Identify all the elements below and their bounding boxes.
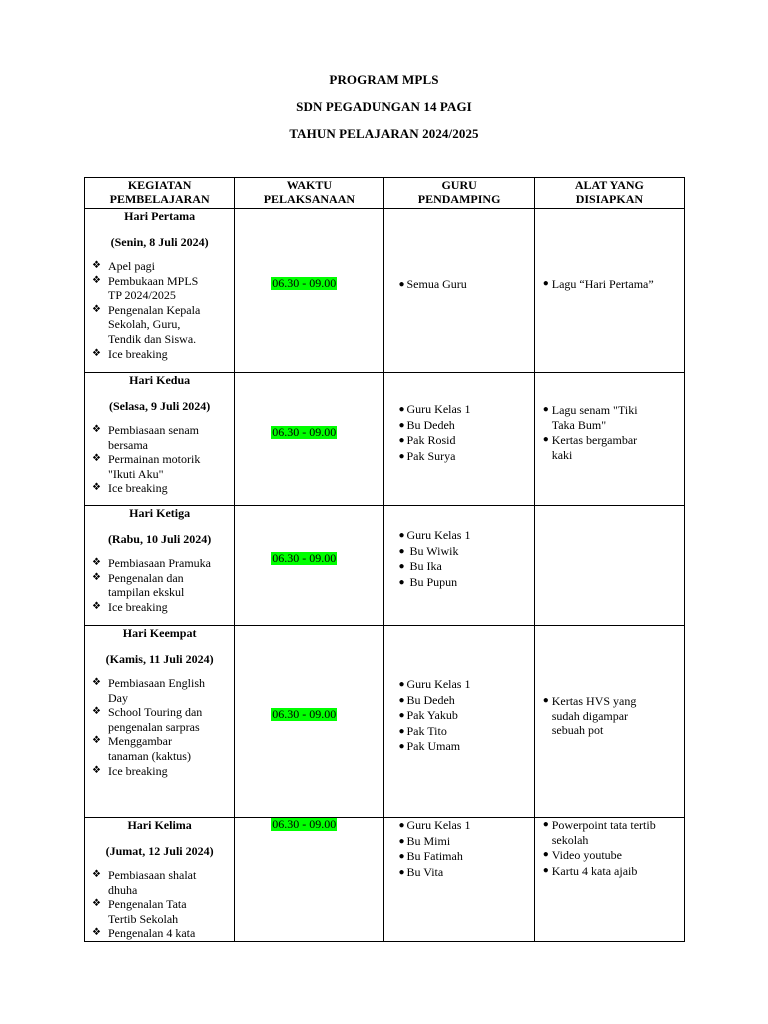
diamond-bullet-icon: ❖ xyxy=(92,482,101,494)
doc-title: PROGRAM MPLS xyxy=(329,72,439,87)
day-date: (Jumat, 12 Juli 2024) xyxy=(105,844,214,858)
day-date: (Selasa, 9 Juli 2024) xyxy=(108,399,211,413)
time-highlight: 06.30 - 09.00 xyxy=(272,707,337,721)
dot-bullet-icon: ● xyxy=(398,679,405,690)
list-item: ❖ Apel pagi xyxy=(92,259,155,273)
teacher-list xyxy=(384,277,466,293)
dot-bullet-icon: ● xyxy=(398,710,405,722)
diamond-bullet-icon: ❖ xyxy=(92,274,101,286)
diamond-bullet-icon: ❖ xyxy=(92,869,101,880)
day-title: Hari Kedua xyxy=(129,373,191,387)
list-item: ❖ Pengenalan 4 kata xyxy=(92,926,196,941)
activity-cell xyxy=(85,818,235,942)
list-item: ❖ Pembiasaan Pramuka xyxy=(92,556,211,570)
dot-bullet-icon: ● xyxy=(398,404,405,415)
day-title: Hari Pertama xyxy=(124,209,196,223)
list-item: ❖ Pembiasaan shalat xyxy=(92,868,197,882)
table-row xyxy=(85,209,685,373)
academic-year: TAHUN PELAJARAN 2024/2025 xyxy=(289,126,479,141)
diamond-bullet-icon: ❖ xyxy=(92,600,101,612)
teacher-list xyxy=(384,402,470,464)
dot-bullet-icon: ● xyxy=(542,278,549,289)
dot-bullet-icon: ● xyxy=(398,419,405,431)
schedule-table xyxy=(84,177,685,942)
dot-bullet-icon: ● xyxy=(398,694,405,706)
activity-list xyxy=(85,556,234,614)
day-title: Hari Ketiga xyxy=(129,506,191,520)
tools-list xyxy=(535,818,656,879)
list-item: pengenalan sarpras xyxy=(108,719,200,734)
dot-bullet-icon: ● xyxy=(398,561,405,573)
time-cell xyxy=(235,373,384,506)
diamond-bullet-icon: ❖ xyxy=(92,706,101,718)
diamond-bullet-icon: ❖ xyxy=(92,453,101,465)
diamond-bullet-icon: ❖ xyxy=(92,424,101,435)
list-item: ● Bu Pupun xyxy=(398,574,458,589)
table-row xyxy=(85,818,685,942)
tools-cell xyxy=(534,506,684,626)
day-title: Hari Keempat xyxy=(122,626,197,640)
activity-list xyxy=(85,868,234,941)
list-item: ● Guru Kelas 1 xyxy=(398,528,471,542)
header-kegiatan: KEGIATAN PEMBELAJARAN xyxy=(85,178,235,209)
activity-list xyxy=(85,676,234,778)
list-item: ● Guru Kelas 1 xyxy=(398,818,471,832)
day-date: (Rabu, 10 Juli 2024) xyxy=(107,532,212,546)
diamond-bullet-icon: ❖ xyxy=(92,764,101,776)
list-item: tanaman (kaktus) xyxy=(108,748,191,763)
list-item: ● Lagu senam "Tiki Taka Bum" xyxy=(542,403,638,432)
list-item: ● Bu Wiwik xyxy=(398,543,459,558)
activity-cell xyxy=(85,373,235,506)
list-item: Sekolah, Guru, xyxy=(108,317,181,332)
list-item: dhuha xyxy=(108,882,138,897)
list-item: ❖ Ice breaking xyxy=(92,346,168,361)
time-highlight: 06.30 - 09.00 xyxy=(272,817,337,831)
list-item: bersama xyxy=(108,437,148,452)
teacher-list xyxy=(384,677,470,755)
diamond-bullet-icon: ❖ xyxy=(92,260,101,271)
diamond-bullet-icon: ❖ xyxy=(92,347,101,359)
teacher-cell xyxy=(384,506,534,626)
dot-bullet-icon: ● xyxy=(398,450,405,462)
list-item: TP 2024/2025 xyxy=(108,288,176,303)
table-row xyxy=(85,506,685,626)
teacher-list xyxy=(384,818,470,880)
table-row xyxy=(85,626,685,818)
dot-bullet-icon: ● xyxy=(542,695,549,706)
time-highlight: 06.30 - 09.00 xyxy=(272,425,337,439)
list-item: ● Bu Vita xyxy=(398,864,444,879)
dot-bullet-icon: ● xyxy=(542,849,549,861)
list-item: ● Bu Fatimah xyxy=(398,849,463,864)
teacher-cell xyxy=(384,373,534,506)
activity-list xyxy=(85,259,234,361)
dot-bullet-icon: ● xyxy=(542,404,549,415)
dot-bullet-icon: ● xyxy=(542,864,549,876)
list-item: ● Kartu 4 kata ajaib xyxy=(542,863,638,878)
list-item: ● Video youtube xyxy=(542,848,622,863)
day-date: (Kamis, 11 Juli 2024) xyxy=(105,652,214,666)
dot-bullet-icon: ● xyxy=(398,279,405,290)
diamond-bullet-icon: ❖ xyxy=(92,571,101,583)
dot-bullet-icon: ● xyxy=(398,851,405,863)
list-item: Tertib Sekolah xyxy=(108,911,179,926)
list-item: "Ikuti Aku" xyxy=(108,466,164,481)
header-guru: GURU PENDAMPING xyxy=(384,178,534,209)
activity-list xyxy=(85,423,234,496)
list-item: ● Pak Rosid xyxy=(398,433,456,448)
list-item: ● Powerpoint tata tertib sekolah xyxy=(542,818,656,847)
list-item: ● Pak Surya xyxy=(398,448,456,463)
list-item: ● Bu Dedeh xyxy=(398,692,455,707)
teacher-cell xyxy=(384,818,534,942)
list-item: ● Bu Mimi xyxy=(398,833,451,848)
activity-cell xyxy=(85,626,235,818)
list-item: ● Bu Ika xyxy=(398,559,442,574)
activity-cell xyxy=(85,506,235,626)
list-item: ● Guru Kelas 1 xyxy=(398,677,471,691)
activity-cell xyxy=(85,209,235,373)
list-item: ❖ Pengenalan Tata xyxy=(92,897,187,912)
table-header-row xyxy=(85,178,685,209)
diamond-bullet-icon: ❖ xyxy=(92,927,101,939)
list-item: ❖ Ice breaking xyxy=(92,481,168,496)
dot-bullet-icon: ● xyxy=(398,820,405,831)
dot-bullet-icon: ● xyxy=(398,545,405,557)
tools-cell xyxy=(534,209,684,373)
list-item: ❖ Ice breaking xyxy=(92,599,168,614)
list-item: ❖ Pengenalan dan xyxy=(92,570,184,585)
school-name: SDN PEGADUNGAN 14 PAGI xyxy=(296,99,472,114)
dot-bullet-icon: ● xyxy=(398,435,405,447)
list-item: ❖ Menggambar xyxy=(92,734,172,749)
teacher-cell xyxy=(384,626,534,818)
time-highlight: 06.30 - 09.00 xyxy=(272,276,337,290)
dot-bullet-icon: ● xyxy=(398,725,405,737)
time-cell xyxy=(235,506,384,626)
list-item: Day xyxy=(108,690,128,705)
list-item: ❖ Pembukaan MPLS xyxy=(92,273,199,288)
day-title: Hari Kelima xyxy=(127,818,192,832)
list-item: ● Pak Yakub xyxy=(398,708,458,723)
time-highlight: 06.30 - 09.00 xyxy=(272,551,337,565)
teacher-list xyxy=(384,528,470,590)
list-item: ● Guru Kelas 1 xyxy=(398,402,471,416)
diamond-bullet-icon: ❖ xyxy=(92,677,101,688)
teacher-cell xyxy=(384,209,534,373)
dot-bullet-icon: ● xyxy=(398,530,405,541)
header-waktu: WAKTU PELAKSANAAN xyxy=(235,178,384,209)
list-item: ● Kertas HVS yang sudah digampar sebuah pot xyxy=(542,694,637,738)
list-item: ❖ Permainan motorik xyxy=(92,452,201,467)
list-item: ❖ Pengenalan Kepala xyxy=(92,302,201,317)
list-item: ● Pak Tito xyxy=(398,723,447,738)
list-item: ● Lagu “Hari Pertama” xyxy=(542,277,654,291)
list-item: ❖ Pembiasaan English xyxy=(92,676,205,690)
list-item: ● Kertas bergambar kaki xyxy=(542,433,638,462)
table-row xyxy=(85,373,685,506)
dot-bullet-icon: ● xyxy=(398,866,405,878)
time-cell xyxy=(235,209,384,373)
diamond-bullet-icon: ❖ xyxy=(92,735,101,747)
dot-bullet-icon: ● xyxy=(398,741,405,753)
header-alat: ALAT YANG DISIAPKAN xyxy=(534,178,684,209)
dot-bullet-icon: ● xyxy=(542,434,549,446)
tools-list xyxy=(535,694,637,739)
tools-list xyxy=(535,277,654,293)
list-item: ❖ Pembiasaan senam xyxy=(92,423,199,437)
list-item: ❖ Ice breaking xyxy=(92,763,168,778)
diamond-bullet-icon: ❖ xyxy=(92,303,101,315)
list-item: ● Semua Guru xyxy=(398,277,467,291)
tools-cell xyxy=(534,626,684,818)
tools-list xyxy=(535,403,638,463)
tools-cell xyxy=(534,373,684,506)
list-item: ● Bu Dedeh xyxy=(398,417,455,432)
time-cell xyxy=(235,626,384,818)
diamond-bullet-icon: ❖ xyxy=(92,557,101,568)
dot-bullet-icon: ● xyxy=(398,835,405,847)
dot-bullet-icon: ● xyxy=(542,819,549,830)
time-cell xyxy=(235,818,384,942)
list-item: Tendik dan Siswa. xyxy=(108,331,197,346)
tools-cell xyxy=(534,818,684,942)
list-item: ● Pak Umam xyxy=(398,739,461,754)
diamond-bullet-icon: ❖ xyxy=(92,898,101,910)
day-date: (Senin, 8 Juli 2024) xyxy=(110,235,209,249)
list-item: ❖ School Touring dan xyxy=(92,705,203,720)
dot-bullet-icon: ● xyxy=(398,576,405,588)
list-item: tampilan ekskul xyxy=(108,585,185,600)
